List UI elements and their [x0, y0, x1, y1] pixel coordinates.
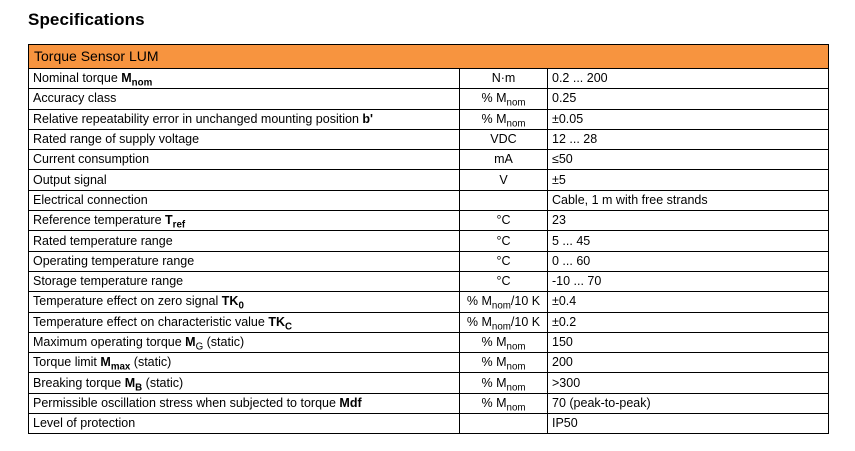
specifications-table: [28, 44, 829, 434]
param-cell: Temperature effect on characteristic value $TK_C$: [29, 312, 460, 332]
value-cell: 200: [548, 353, 829, 373]
param-cell: Torque limit $M_{max}$ (static): [29, 353, 460, 373]
table-row: [29, 353, 829, 373]
table-row: [29, 170, 829, 190]
param-cell: Storage temperature range: [29, 271, 460, 291]
unit-cell: % $M_{nom}/10$ K: [460, 292, 548, 312]
unit-cell: mA: [460, 150, 548, 170]
unit-cell: °C: [460, 271, 548, 291]
value-cell: 5 ... 45: [548, 231, 829, 251]
page-heading: Specifications: [28, 10, 145, 29]
value-cell: 0 ... 60: [548, 251, 829, 271]
value-cell: 12 ... 28: [548, 129, 829, 149]
unit-cell: °C: [460, 231, 548, 251]
param-cell: Electrical connection: [29, 190, 460, 210]
value-cell: 23: [548, 211, 829, 231]
value-cell: 0.25: [548, 89, 829, 109]
value-cell: >300: [548, 373, 829, 393]
param-cell: Current consumption: [29, 150, 460, 170]
value-cell: 150: [548, 332, 829, 352]
unit-cell: VDC: [460, 129, 548, 149]
table-row: [29, 312, 829, 332]
param-cell: Reference temperature $T_{ref}$: [29, 211, 460, 231]
value-cell: 70 (peak-to-peak): [548, 393, 829, 413]
value-cell: 0.2 ... 200: [548, 69, 829, 89]
value-cell: IP50: [548, 414, 829, 434]
param-cell: Operating temperature range: [29, 251, 460, 271]
table-row: [29, 211, 829, 231]
unit-cell: % $M_{nom}$: [460, 109, 548, 129]
param-cell: Temperature effect on zero signal $TK_0$: [29, 292, 460, 312]
table-row: [29, 69, 829, 89]
unit-cell: % $M_{nom}$: [460, 393, 548, 413]
unit-cell: % $M_{nom}/10$ K: [460, 312, 548, 332]
unit-cell: °C: [460, 251, 548, 271]
table-row: [29, 271, 829, 291]
param-cell: Rated temperature range: [29, 231, 460, 251]
unit-cell: N·m: [460, 69, 548, 89]
unit-cell: % $M_{nom}$: [460, 373, 548, 393]
unit-cell: % $M_{nom}$: [460, 353, 548, 373]
value-cell: ±5: [548, 170, 829, 190]
table-title: Torque Sensor LUM: [29, 45, 829, 69]
table-title-row: [29, 45, 829, 69]
value-cell: ±0.4: [548, 292, 829, 312]
table-row: [29, 251, 829, 271]
table-row: [29, 109, 829, 129]
table-row: [29, 129, 829, 149]
table-row: [29, 332, 829, 352]
param-cell: Nominal torque $M_{nom}$: [29, 69, 460, 89]
unit-cell: % $M_{nom}$: [460, 332, 548, 352]
table-row: [29, 150, 829, 170]
param-cell: Breaking torque $M_B$ (static): [29, 373, 460, 393]
table-row: [29, 89, 829, 109]
unit-cell: % $M_{nom}$: [460, 89, 548, 109]
value-cell: Cable, 1 m with free strands: [548, 190, 829, 210]
unit-cell: V: [460, 170, 548, 190]
param-cell: Relative repeatability error in unchanged mounting position b': [29, 109, 460, 129]
value-cell: ±0.05: [548, 109, 829, 129]
value-cell: ±0.2: [548, 312, 829, 332]
table-row: [29, 292, 829, 312]
unit-cell: °C: [460, 211, 548, 231]
param-cell: Rated range of supply voltage: [29, 129, 460, 149]
param-cell: Permissible oscillation stress when subjected to torque Mdf: [29, 393, 460, 413]
value-cell: -10 ... 70: [548, 271, 829, 291]
table-row: [29, 190, 829, 210]
param-cell: Output signal: [29, 170, 460, 190]
param-cell: Level of protection: [29, 414, 460, 434]
unit-cell: [460, 414, 548, 434]
unit-cell: [460, 190, 548, 210]
value-cell: ≤50: [548, 150, 829, 170]
table-row: [29, 373, 829, 393]
table-row: [29, 414, 829, 434]
param-cell: Accuracy class: [29, 89, 460, 109]
table-row: [29, 231, 829, 251]
param-cell: Maximum operating torque $M_G$ (static): [29, 332, 460, 352]
table-row: [29, 393, 829, 413]
